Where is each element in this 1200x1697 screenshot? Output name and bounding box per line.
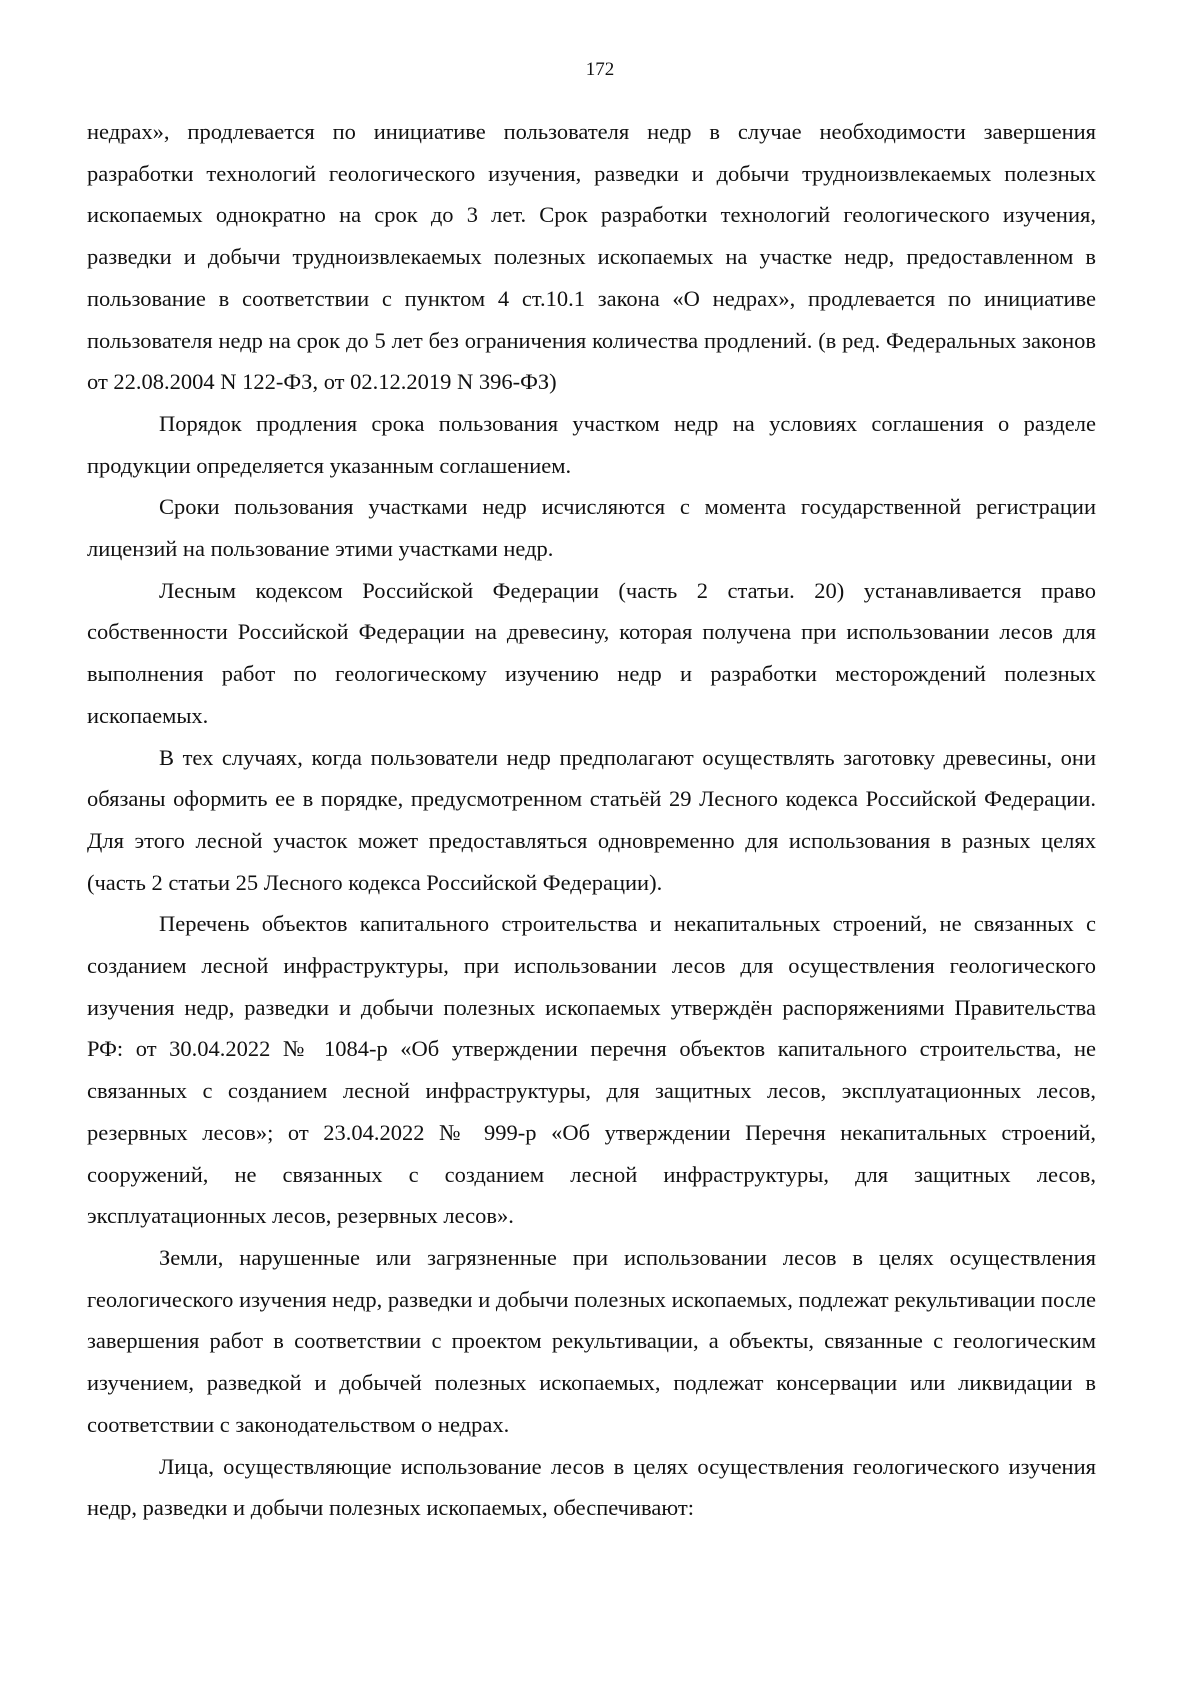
page-number: 172 bbox=[585, 59, 615, 80]
paragraph-timber-harvesting: В тех случаях, когда пользователи недр предполагают осуществлять заготовку древесины, они обязаны оформить ее в порядке, предусмотренном статьёй 29 Лесного кодекса Российской Федерации. Для этого лесной участок может предоставляться одновременно для использования в разных целях (часть 2 статьи 25 Лесного кодекса Российской Федерации). bbox=[87, 744, 1096, 895]
paragraph-construction-list: Перечень объектов капитального строительства и некапитальных строений, не связанных с созданием лесной инфраструктуры, при использовании лесов для осуществления геологического изучения недр, разведки и добычи полезных ископаемых утверждён распоряжениями Правительства РФ: от 30.04.2022 № 1084-р «Об утверждении перечня объектов капитального строительства, не связанных с созданием лесной инфраструктуры, для защитных лесов, эксплуатационных лесов, резервных лесов»; от 23.04.2022 № 999-р «Об утверждении Перечня некапитальных строений, сооружений, не связанных с созданием лесной инфраструктуры, для защитных лесов, эксплуатационных лесов, резервных лесов». bbox=[87, 911, 1096, 1229]
paragraph-land-reclamation: Земли, нарушенные или загрязненные при использовании лесов в целях осуществления геологического изучения недр, разведки и добычи полезных ископаемых, подлежат рекультивации после завершения работ в соответствии с проектом рекультивации, а объекты, связанные с геологическим изучением, разведкой и добычей полезных ископаемых, подлежат консервации или ликвидации в соответствии с законодательством о недрах. bbox=[87, 1244, 1096, 1437]
paragraph-timber-ownership: Лесным кодексом Российской Федерации (часть 2 статьи. 20) устанавливается право собственности Российской Федерации на древесину, которая получена при использовании лесов для выполнения работ по геологическому изучению недр и разработки месторождений полезных ископаемых. bbox=[87, 577, 1096, 728]
paragraph-license-terms: Сроки пользования участками недр исчисляются с момента государственной регистрации лицензий на пользование этими участками недр. bbox=[87, 494, 1096, 562]
body-text bbox=[87, 111, 1096, 1529]
paragraph-psa-extension: Порядок продления срока пользования участком недр на условиях соглашения о разделе продукции определяется указанным соглашением. bbox=[87, 410, 1096, 478]
paragraph-nedra-terms-continuation: недрах», продлевается по инициативе пользователя недр в случае необходимости завершения разработки технологий геологического изучения, разведки и добычи трудноизвлекаемых полезных ископаемых однократно на срок до 3 лет. Срок разработки технологий геологического изучения, разведки и добычи трудноизвлекаемых полезных ископаемых на участке недр, предоставленном в пользование в соответствии с пунктом 4 ст.10.1 закона «О недрах», продлевается по инициативе пользователя недр на срок до 5 лет без ограничения количества продлений. (в ред. Федеральных законов от 22.08.2004 N 122-ФЗ, от 02.12.2019 N 396-ФЗ) bbox=[87, 119, 1096, 395]
paragraph-obligations-intro: Лица, осуществляющие использование лесов в целях осуществления геологического изучения недр, разведки и добычи полезных ископаемых, обеспечивают: bbox=[87, 1453, 1096, 1521]
